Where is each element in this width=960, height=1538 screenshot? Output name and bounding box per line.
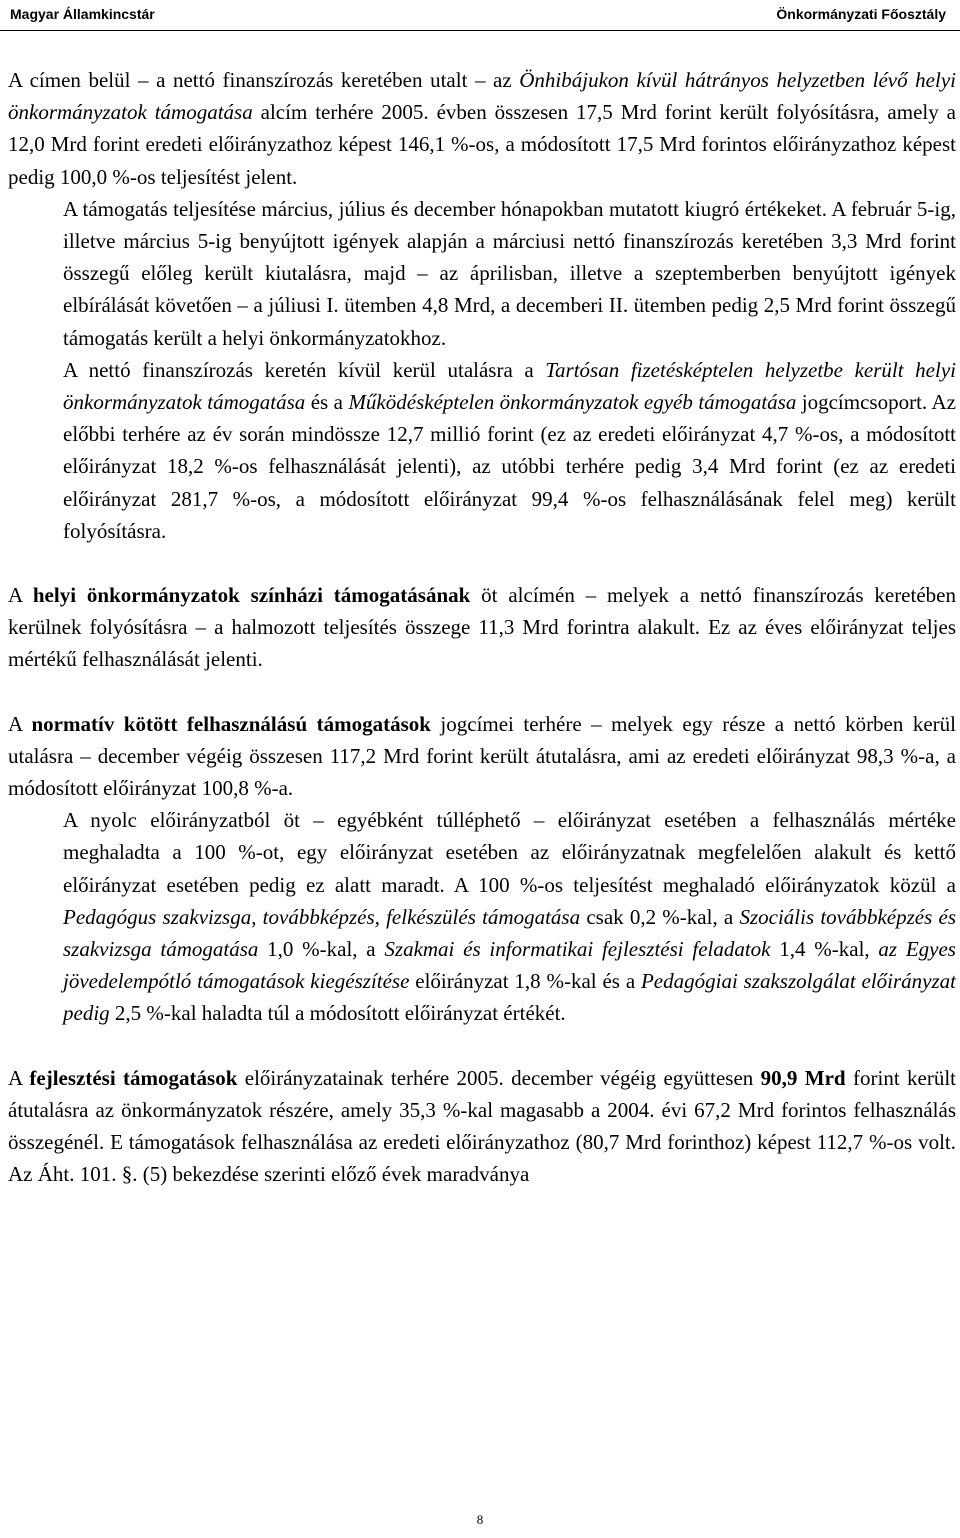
bold-amount: 90,9 Mrd [760, 1065, 846, 1090]
bold-term: normatív kötött felhasználású támogatások [31, 711, 431, 736]
bold-term: helyi önkormányzatok színházi támogatásának [32, 583, 471, 608]
italic-title: Önhibájukon kívül hátrányos helyzetben lévő helyi önkormányzatok támogatása [8, 68, 956, 125]
header-department: Önkormányzati Főosztály [776, 6, 946, 22]
paragraph-fejlesztesi: A fejlesztési támogatások előirányzatainak terhére 2005. december végéig együttesen 90,9 Mrd forint került átutalásra az önkormányzatok részére, amely 35,3 %-kal magasabb a 2004. évi 67,2 Mrd forintos felhasználás összegénél. E támogatások felhasználása az eredeti előirányzathoz (80,7 Mrd forinthoz) képest 112,7 %-os volt. Az Áht. 101. §. (5) bekezdése szerinti előző évek maradványa [8, 1065, 957, 1187]
page-header [0, 0, 960, 34]
header-organization: Magyar Államkincstár [10, 6, 155, 22]
header-divider [0, 30, 960, 31]
paragraph-netto-kivul: A nettó finanszírozás keretén kívül kerül utalásra a Tartósan fizetésképtelen helyzetbe került helyi önkormányzatok támogatása és a Működésképtelen önkormányzatok egyéb támogatása jogcímcsoport. Az előbbi terhére az év során mindössze 12,7 millió forint (ez az eredeti előirányzat 4,7 %-os, a módosított előirányzat 18,2 %-os felhasználását jelenti), az utóbbi terhére pedig 3,4 Mrd forint (ez az eredeti előirányzat 281,7 %-os, a módosított előirányzat 99,4 %-os felhasználásának felel meg) került folyósításra. [63, 357, 956, 543]
page-number: 8 [476, 1512, 484, 1527]
bold-term: fejlesztési támogatások [29, 1065, 238, 1090]
italic-title: Tartósan fizetésképtelen helyzetbe került helyi önkormányzatok támogatása [63, 357, 956, 415]
paragraph-normativ-kotott: A normatív kötött felhasználású támogatások jogcímei terhére – melyek egy része a nettó körben kerül utalásra – december végéig összesen 117,2 Mrd forint került átutalásra, ami az eredeti előirányzat 98,3 %-a, a módosított előirányzat 100,8 %-a. [8, 711, 957, 801]
paragraph-nyolc-eloiranyzat: A nyolc előirányzatból öt – egyébként túlléphető – előirányzat esetében a felhasználás mértéke meghaladta a 100 %-ot, egy előirányzat esetében az előirányzatnak megfelelően alakult és kettő előirányzat esetében pedig ez alatt maradt. A 100 %-os teljesítést meghaladó előirányzatok közül a Pedagógus szakvizsga, továbbképzés, felkészülés támogatása csak 0,2 %-kal, a Szociális továbbképzés és szakvizsga támogatása 1,0 %-kal, a Szakmai és informatikai fejlesztési feladatok 1,4 %-kal, az Egyes jövedelempótló támogatások kiegészítése előirányzat 1,8 %-kal és a Pedagógiai szakszolgálat előirányzat pedig 2,5 %-kal haladta túl a módosított előirányzat értékét. [63, 808, 957, 1026]
document-body [8, 64, 956, 1191]
paragraph-onhibajukon: A címen belül – a nettó finanszírozás keretében utalt – az Önhibájukon kívül hátrányos helyzetben lévő helyi önkormányzatok támogatása alcím terhére 2005. évben összesen 17,5 Mrd forint került folyósításra, amely a 12,0 Mrd forint eredeti előirányzathoz képest 146,1 %-os, a módosított 17,5 Mrd forintos előirányzathoz képest pedig 100,0 %-os teljesítést jelent. [8, 68, 956, 189]
paragraph-szinhazi: A helyi önkormányzatok színházi támogatásának öt alcímén – melyek a nettó finanszírozás keretében kerülnek folyósításra – a halmozott teljesítés összege 11,3 Mrd forintra alakult. Ez az éves előirányzat teljes mértékű felhasználását jelenti. [8, 583, 956, 672]
italic-title: Működésképtelen önkormányzatok egyéb támogatása [348, 390, 797, 415]
paragraph-teljesites-honapok: A támogatás teljesítése március, július és december hónapokban mutatott kiugró értékeket. A február 5-ig, illetve március 5-ig benyújtott igények alapján a márciusi nettó finanszírozás keretében 3,3 Mrd forint összegű előleg került kiutalásra, majd – az áprilisban, illetve a szeptemberben benyújtott igények elbírálását követően – a júliusi I. ütemben 4,8 Mrd, a decemberi II. ütemben pedig 2,5 Mrd forint összegű támogatás került a helyi önkormányzatokhoz. [63, 196, 956, 350]
